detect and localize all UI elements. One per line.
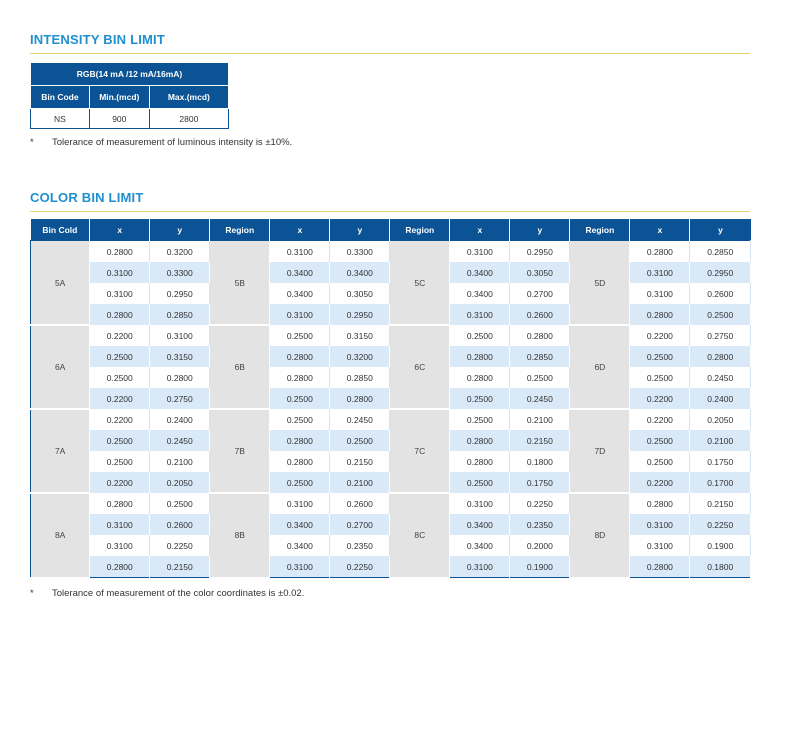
color-header-x: x [270,219,330,241]
y-value-cell: 0.2250 [690,514,751,535]
y-value-cell: 0.2050 [690,409,751,430]
y-value-cell: 0.3200 [330,346,390,367]
x-value-cell: 0.3100 [630,535,690,556]
x-value-cell: 0.2500 [630,367,690,388]
x-value-cell: 0.2500 [630,451,690,472]
x-value-cell: 0.3100 [630,262,690,283]
color-title-rule [30,211,750,212]
bin-code-cell: 7A [31,409,90,493]
x-value-cell: 0.2800 [90,241,150,263]
x-value-cell: 0.3400 [450,514,510,535]
intensity-max-cell: 2800 [149,109,228,129]
x-value-cell: 0.2800 [630,304,690,325]
color-header-y: y [690,219,751,241]
y-value-cell: 0.2450 [330,409,390,430]
color-header-region: Region [570,219,630,241]
y-value-cell: 0.2600 [150,514,210,535]
bin-code-cell: 6B [210,325,270,409]
x-value-cell: 0.3400 [270,262,330,283]
y-value-cell: 0.2850 [330,367,390,388]
intensity-header-min: Min.(mcd) [89,86,149,109]
x-value-cell: 0.2200 [630,409,690,430]
y-value-cell: 0.1900 [510,556,570,578]
y-value-cell: 0.2950 [150,283,210,304]
y-value-cell: 0.2150 [150,556,210,578]
y-value-cell: 0.2500 [690,304,751,325]
y-value-cell: 0.1750 [510,472,570,493]
y-value-cell: 0.2750 [150,388,210,409]
bin-code-cell: 6D [570,325,630,409]
x-value-cell: 0.3100 [270,493,330,514]
x-value-cell: 0.2800 [270,451,330,472]
y-value-cell: 0.3300 [330,241,390,263]
bin-code-cell: 7C [390,409,450,493]
y-value-cell: 0.2950 [510,241,570,263]
x-value-cell: 0.2800 [90,556,150,578]
x-value-cell: 0.2800 [630,241,690,263]
y-value-cell: 0.1800 [510,451,570,472]
x-value-cell: 0.2500 [90,367,150,388]
y-value-cell: 0.2950 [690,262,751,283]
color-tolerance-note [30,588,304,599]
x-value-cell: 0.2800 [450,451,510,472]
x-value-cell: 0.2800 [270,346,330,367]
bin-code-cell: 8C [390,493,450,578]
y-value-cell: 0.2350 [510,514,570,535]
bin-code-cell: 7B [210,409,270,493]
x-value-cell: 0.2800 [450,430,510,451]
x-value-cell: 0.3100 [450,241,510,263]
x-value-cell: 0.2800 [630,493,690,514]
intensity-bin-table [30,62,229,129]
y-value-cell: 0.2600 [330,493,390,514]
x-value-cell: 0.3100 [90,262,150,283]
x-value-cell: 0.3100 [450,556,510,578]
y-value-cell: 0.1800 [690,556,751,578]
table-row [31,325,751,346]
y-value-cell: 0.2800 [690,346,751,367]
y-value-cell: 0.2750 [690,325,751,346]
y-value-cell: 0.3100 [150,325,210,346]
x-value-cell: 0.3400 [450,283,510,304]
x-value-cell: 0.2800 [630,556,690,578]
bin-code-cell: 8D [570,493,630,578]
x-value-cell: 0.3100 [630,514,690,535]
x-value-cell: 0.2500 [450,388,510,409]
y-value-cell: 0.2050 [150,472,210,493]
y-value-cell: 0.2150 [510,430,570,451]
y-value-cell: 0.3200 [150,241,210,263]
color-header-row [31,219,751,241]
y-value-cell: 0.2850 [150,304,210,325]
note-asterisk: * [30,588,34,599]
y-value-cell: 0.2950 [330,304,390,325]
y-value-cell: 0.2250 [150,535,210,556]
x-value-cell: 0.2500 [270,388,330,409]
y-value-cell: 0.3150 [330,325,390,346]
color-header-x: x [90,219,150,241]
intensity-header-bin-code: Bin Code [31,86,90,109]
color-header-y: y [330,219,390,241]
color-header-region: Region [210,219,270,241]
y-value-cell: 0.2500 [510,367,570,388]
note-asterisk: * [30,137,34,148]
y-value-cell: 0.2700 [510,283,570,304]
x-value-cell: 0.3100 [450,493,510,514]
x-value-cell: 0.3400 [270,535,330,556]
y-value-cell: 0.3050 [330,283,390,304]
x-value-cell: 0.2800 [270,367,330,388]
bin-code-cell: 8B [210,493,270,578]
x-value-cell: 0.3100 [90,283,150,304]
x-value-cell: 0.2500 [450,409,510,430]
x-value-cell: 0.2500 [630,430,690,451]
x-value-cell: 0.2800 [450,346,510,367]
color-section-title: COLOR BIN LIMIT [30,190,144,205]
y-value-cell: 0.3300 [150,262,210,283]
y-value-cell: 0.2800 [330,388,390,409]
x-value-cell: 0.2500 [630,346,690,367]
x-value-cell: 0.3100 [630,283,690,304]
bin-code-cell: 5B [210,241,270,326]
bin-code-cell: 7D [570,409,630,493]
intensity-section-title: INTENSITY BIN LIMIT [30,32,166,47]
intensity-bin-code-cell: NS [31,109,90,129]
color-header-x: x [450,219,510,241]
y-value-cell: 0.2000 [510,535,570,556]
color-note-text: Tolerance of measurement of the color coordinates is ±0.02. [52,588,305,599]
table-row [31,241,751,263]
y-value-cell: 0.2700 [330,514,390,535]
intensity-group-header: RGB(14 mA /12 mA/16mA) [31,63,229,86]
x-value-cell: 0.2200 [630,325,690,346]
color-header-y: y [510,219,570,241]
x-value-cell: 0.2500 [90,346,150,367]
x-value-cell: 0.2200 [630,388,690,409]
x-value-cell: 0.2500 [450,325,510,346]
x-value-cell: 0.2500 [90,451,150,472]
y-value-cell: 0.1900 [690,535,751,556]
x-value-cell: 0.2800 [450,367,510,388]
x-value-cell: 0.2500 [270,409,330,430]
y-value-cell: 0.2150 [690,493,751,514]
x-value-cell: 0.2200 [90,409,150,430]
y-value-cell: 0.2350 [330,535,390,556]
y-value-cell: 0.1700 [690,472,751,493]
y-value-cell: 0.2100 [330,472,390,493]
bin-code-cell: 8A [31,493,90,578]
bin-code-cell: 6A [31,325,90,409]
x-value-cell: 0.2800 [270,430,330,451]
x-value-cell: 0.2800 [90,493,150,514]
y-value-cell: 0.2500 [330,430,390,451]
x-value-cell: 0.2500 [90,430,150,451]
table-row [31,109,229,129]
x-value-cell: 0.3100 [270,304,330,325]
intensity-note-text: Tolerance of measurement of luminous intensity is ±10%. [52,137,293,148]
y-value-cell: 0.2400 [690,388,751,409]
y-value-cell: 0.2100 [510,409,570,430]
x-value-cell: 0.2200 [630,472,690,493]
bin-code-cell: 5D [570,241,630,326]
y-value-cell: 0.3050 [510,262,570,283]
y-value-cell: 0.2850 [510,346,570,367]
bin-code-cell: 5C [390,241,450,326]
y-value-cell: 0.2250 [510,493,570,514]
x-value-cell: 0.3100 [90,514,150,535]
y-value-cell: 0.2800 [150,367,210,388]
y-value-cell: 0.2400 [150,409,210,430]
y-value-cell: 0.3150 [150,346,210,367]
y-value-cell: 0.2500 [150,493,210,514]
x-value-cell: 0.3100 [270,556,330,578]
x-value-cell: 0.3100 [270,241,330,263]
color-bin-table [30,219,751,579]
x-value-cell: 0.3400 [270,514,330,535]
y-value-cell: 0.2600 [690,283,751,304]
y-value-cell: 0.2800 [510,325,570,346]
color-header-region: Region [390,219,450,241]
color-header-x: x [630,219,690,241]
x-value-cell: 0.2200 [90,325,150,346]
color-header-y: y [150,219,210,241]
x-value-cell: 0.3400 [450,262,510,283]
table-row [31,409,751,430]
x-value-cell: 0.3400 [450,535,510,556]
y-value-cell: 0.2100 [690,430,751,451]
y-value-cell: 0.2250 [330,556,390,578]
y-value-cell: 0.2450 [510,388,570,409]
color-header-bin-cold: Bin Cold [31,219,90,241]
y-value-cell: 0.1750 [690,451,751,472]
x-value-cell: 0.3100 [90,535,150,556]
y-value-cell: 0.2450 [690,367,751,388]
intensity-tolerance-note [30,137,292,148]
x-value-cell: 0.3400 [270,283,330,304]
intensity-title-rule [30,53,750,54]
x-value-cell: 0.2500 [270,325,330,346]
y-value-cell: 0.2600 [510,304,570,325]
x-value-cell: 0.2200 [90,388,150,409]
y-value-cell: 0.2100 [150,451,210,472]
y-value-cell: 0.2450 [150,430,210,451]
y-value-cell: 0.2150 [330,451,390,472]
x-value-cell: 0.2800 [90,304,150,325]
table-row [31,493,751,514]
x-value-cell: 0.2200 [90,472,150,493]
x-value-cell: 0.2500 [450,472,510,493]
intensity-min-cell: 900 [89,109,149,129]
y-value-cell: 0.3400 [330,262,390,283]
y-value-cell: 0.2850 [690,241,751,263]
bin-code-cell: 5A [31,241,90,326]
bin-code-cell: 6C [390,325,450,409]
x-value-cell: 0.2500 [270,472,330,493]
intensity-header-max: Max.(mcd) [149,86,228,109]
x-value-cell: 0.3100 [450,304,510,325]
